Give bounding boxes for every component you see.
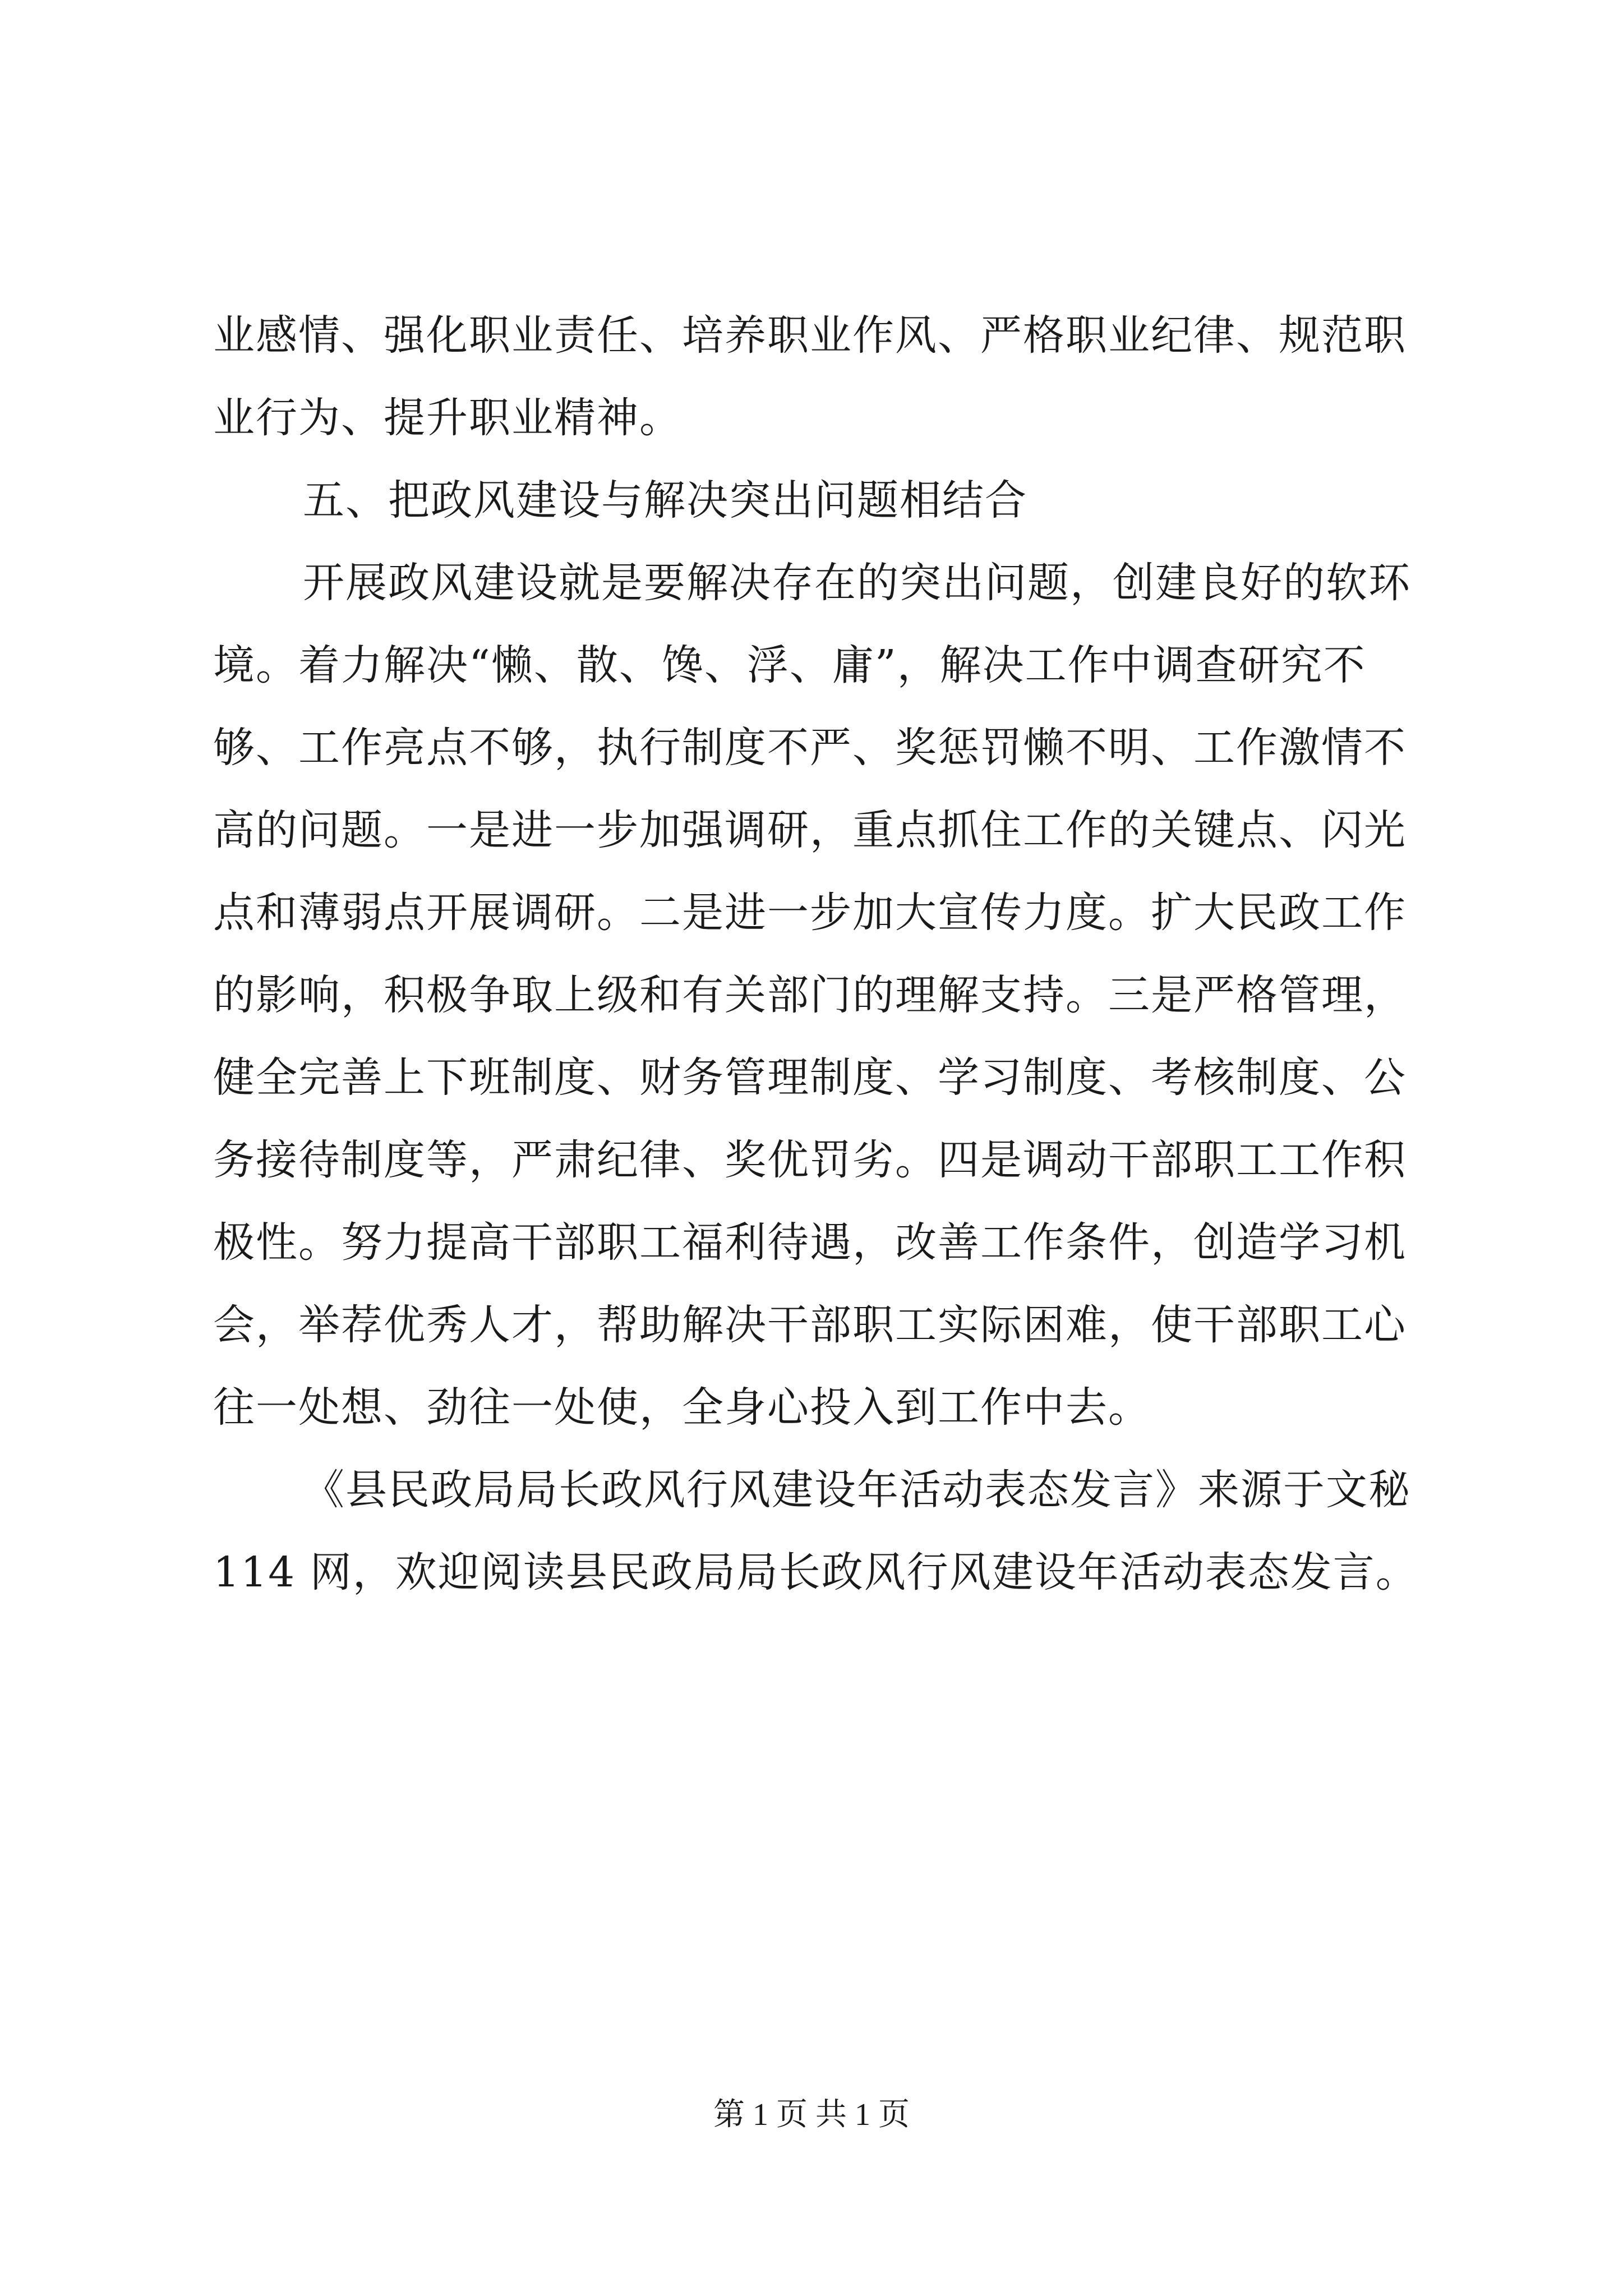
body-text-line: 开展政风建设就是要解决存在的突出问题，创建良好的软环 [303,559,1411,607]
body-text-line: 务接待制度等，严肃纪律、奖优罚劣。四是调动干部职工工作积 [213,1136,1407,1184]
body-text-line: 114 网，欢迎阅读县民政局局长政风行风建设年活动表态发言。 [213,1548,1418,1596]
body-text-line: 点和薄弱点开展调研。二是进一步加大宣传力度。扩大民政工作 [213,889,1407,937]
body-text-line: 境。着力解决“懒、散、馋、浮、庸”，解决工作中调查研究不 [213,641,1366,689]
body-text-line: 会，举荐优秀人才，帮助解决干部职工实际困难，使干部职工心 [213,1301,1407,1349]
body-text-line: 《县民政局局长政风行风建设年活动表态发言》来源于文秘 [303,1466,1411,1514]
page-footer: 第 1 页 共 1 页 [713,2097,910,2132]
body-text-line: 业行为、提升职业精神。 [213,394,682,442]
body-text-line: 极性。努力提高干部职工福利待遇，改善工作条件，创造学习机 [213,1218,1407,1267]
body-text-line: 高的问题。一是进一步加强调研，重点抓住工作的关键点、闪光 [213,806,1407,854]
body-text-line: 够、工作亮点不够，执行制度不严、奖惩罚懒不明、工作激情不 [213,724,1407,772]
body-text-line: 健全完善上下班制度、财务管理制度、学习制度、考核制度、公 [213,1053,1407,1102]
body-text-line: 往一处想、劲往一处使，全身心投入到工作中去。 [213,1383,1151,1432]
section-heading: 五、把政风建设与解决突出问题相结合 [303,476,1027,524]
body-text-line: 的影响，积极争取上级和有关部门的理解支持。三是严格管理， [213,971,1407,1019]
body-text-line: 业感情、强化职业责任、培养职业作风、严格职业纪律、规范职 [213,311,1407,360]
